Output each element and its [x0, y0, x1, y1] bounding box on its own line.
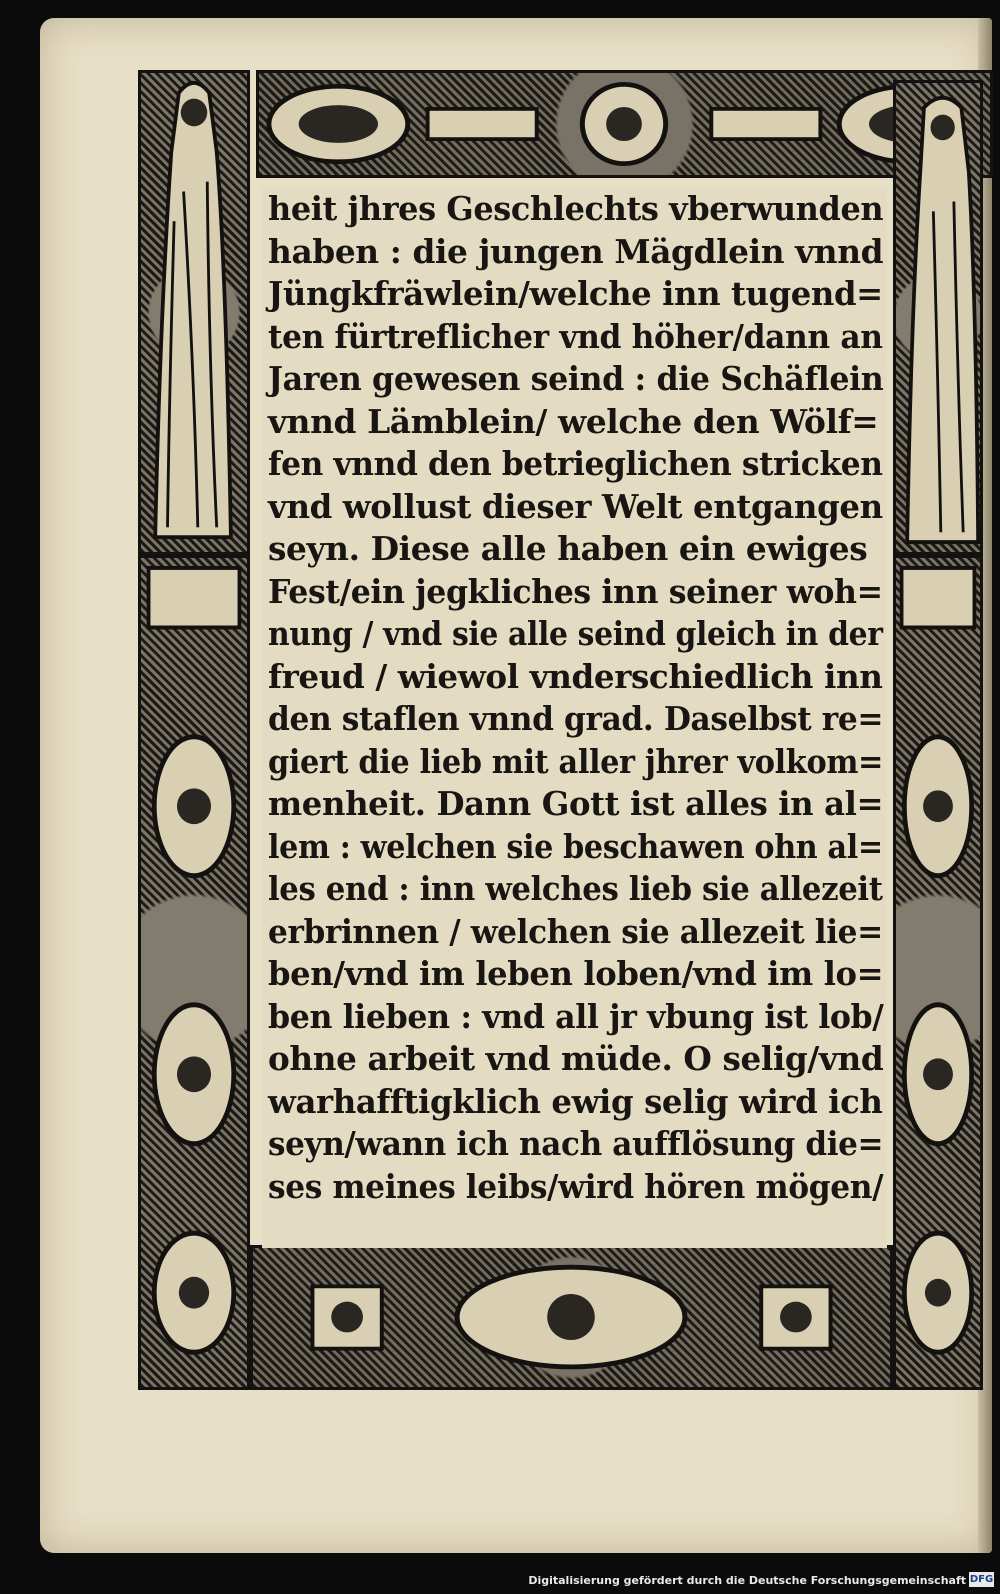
left-pillar-graphic — [141, 558, 247, 1387]
right-figure-panel — [893, 80, 983, 555]
left-pillar-panel — [138, 555, 250, 1390]
text-line: nung / vnd sie alle seind gleich in der — [268, 614, 883, 653]
text-line: haben : die jungen Mägdlein vnnd — [268, 231, 884, 271]
text-line: vnnd Lämblein/ welche den Wölf= — [268, 401, 879, 441]
text-line: heit jhres Geschlechts vberwunden — [268, 189, 884, 228]
text-line: fen vnnd den betrieglichen stricken — [268, 444, 883, 483]
bottom-ornament-border — [250, 1245, 893, 1390]
text-line: Jüngkfräwlein/welche inn tugend= — [268, 274, 883, 313]
right-figure-graphic — [896, 83, 980, 552]
text-line: menheit. Dann Gott ist alles in al= — [268, 784, 884, 823]
right-pillar-graphic — [896, 558, 980, 1387]
text-line: seyn. Diese alle haben ein ewiges — [268, 529, 868, 568]
text-line: erbrinnen / welchen sie allezeit lie= — [268, 911, 883, 951]
left-figure-graphic — [141, 73, 247, 552]
text-line: giert die lieb mit aller jhrer volkom= — [268, 741, 884, 781]
text-line: den staflen vnnd grad. Daselbst re= — [268, 699, 884, 738]
top-ornament-graphic — [259, 73, 990, 175]
text-block — [262, 188, 887, 1248]
text-line: ben/vnd im leben loben/vnd im lo= — [268, 954, 884, 993]
text-line: ohne arbeit vnd müde. O selig/vnd — [268, 1039, 884, 1078]
left-figure-panel — [138, 70, 250, 555]
text-line: les end : inn welches lieb sie allezeit — [268, 869, 883, 908]
text-line: Fest/ein jegkliches inn seiner woh= — [268, 571, 883, 611]
right-pillar-panel — [893, 555, 983, 1390]
text-line: warhafftigklich ewig selig wird ich — [268, 1081, 883, 1121]
text-line: ben lieben : vnd all jr vbung ist lob/ — [268, 996, 884, 1036]
text-line: lem : welchen sie beschawen ohn al= — [268, 826, 883, 866]
text-line: Jaren gewesen seind : die Schäflein — [268, 359, 884, 398]
text-line: seyn/wann ich nach aufflösung die= — [268, 1124, 884, 1163]
text-line: ses meines leibs/wird hören mögen/ — [268, 1166, 884, 1206]
top-ornament-border — [256, 70, 993, 178]
digitization-credit: Digitalisierung gefördert durch die Deutsche Forschungsgemeinschaft — [528, 1574, 966, 1587]
bottom-ornament-graphic — [253, 1248, 890, 1387]
text-line: vnd wollust dieser Welt entgangen — [268, 486, 883, 526]
dfg-logo: DFG — [969, 1574, 994, 1585]
text-line: ten fürtreflicher vnd höher/dann an — [268, 316, 883, 356]
text-line: freud / wiewol vnderschiedlich inn — [268, 656, 883, 696]
